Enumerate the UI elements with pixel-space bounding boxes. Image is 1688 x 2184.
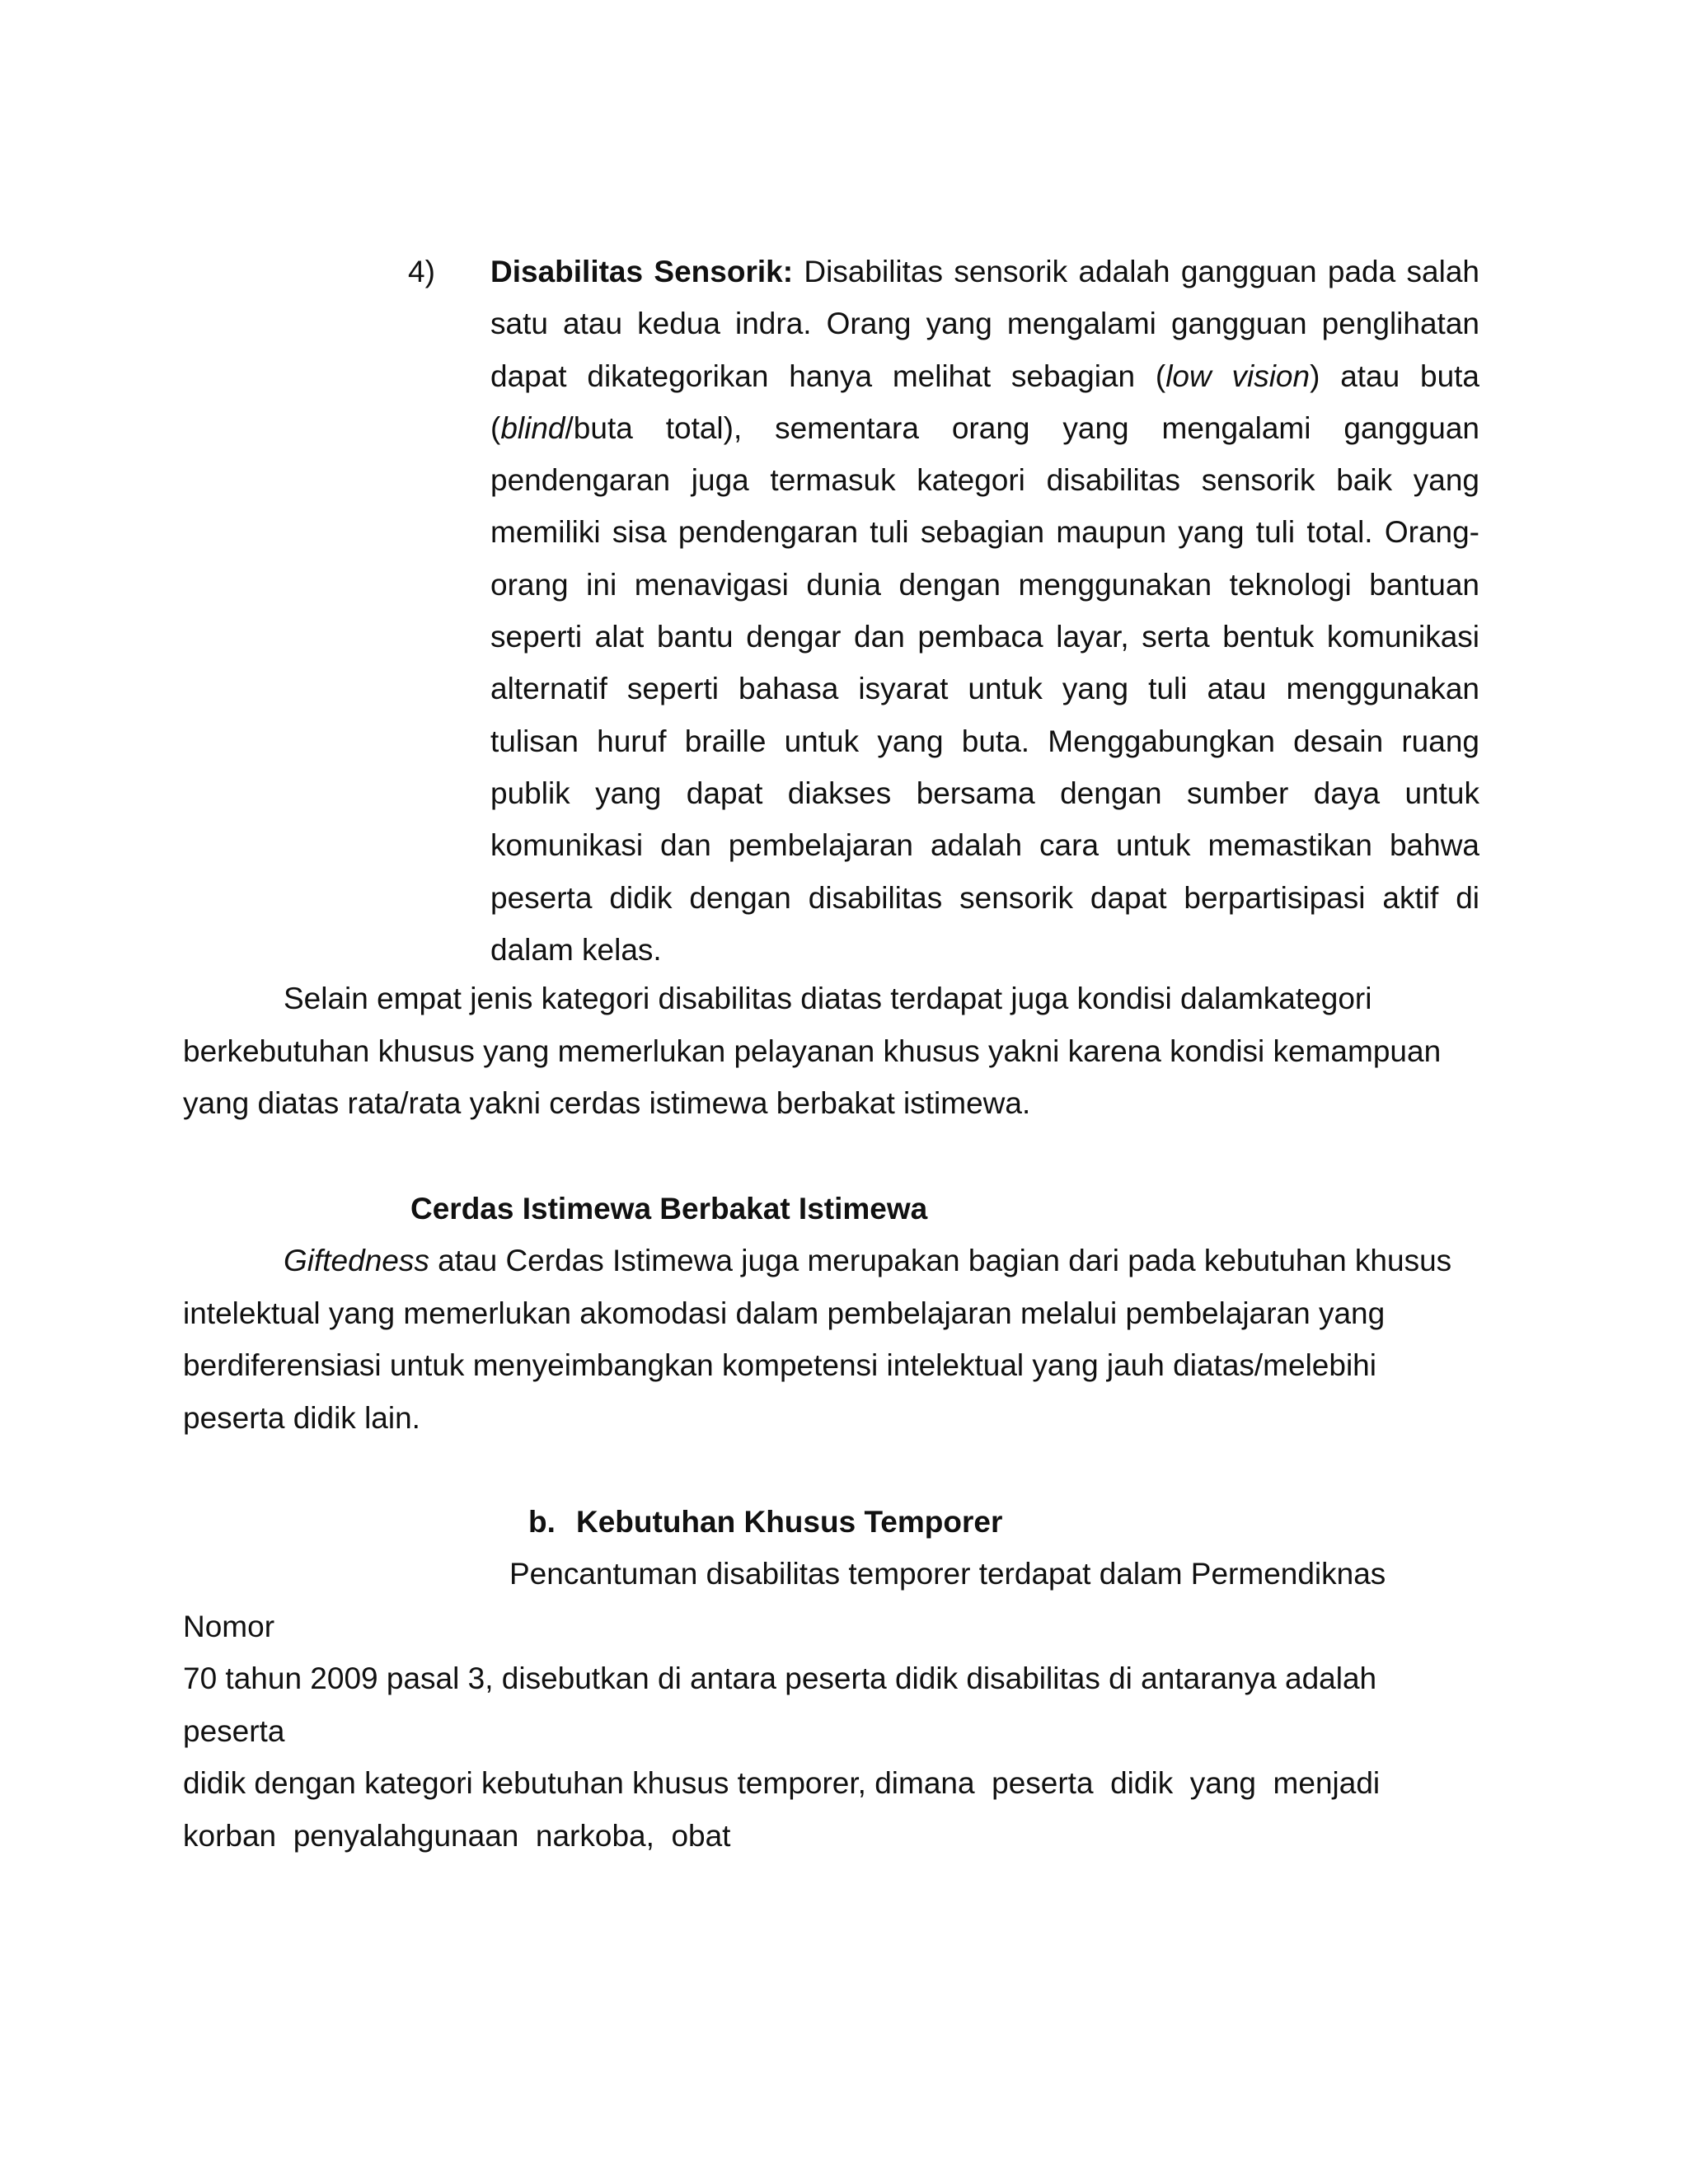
italic-term-low-vision: low vision <box>1165 359 1311 393</box>
italic-term-blind: blind <box>500 410 565 445</box>
text-segment: ) atau buta ( <box>490 359 1480 445</box>
paragraph-line: korban penyalahgunaan narkoba, obat <box>183 1818 731 1853</box>
text-segment: Disabilitas sensorik adalah gangguan pada salah satu atau kedua indra. Orang yang mengalami gangguan penglihatan dapat dikategorikan hanya melihat sebagian ( <box>490 255 1480 393</box>
list-number: 4) <box>408 255 435 288</box>
paragraph-line: intelektual yang memerlukan akomodasi dalam pembelajaran melalui pembelajaran yang <box>183 1296 1386 1330</box>
paragraph-line: 70 tahun 2009 pasal 3, disebutkan di antara peserta didik disabilitas di antaranya adalah peserta <box>183 1661 1377 1748</box>
paragraph-line: Selain empat jenis kategori disabilitas diatas terdapat juga kondisi dalamkategori <box>284 982 1372 1015</box>
paragraph-giftedness <box>183 1235 1485 1444</box>
section-heading-temporer <box>528 1496 1002 1548</box>
paragraph-pencantuman <box>183 1548 1485 1862</box>
paragraph-line: yang diatas rata/rata yakni cerdas istimewa berbakat istimewa. <box>183 1086 1031 1120</box>
paragraph-selain <box>183 972 1485 1130</box>
list-item-text <box>490 246 1479 976</box>
paragraph-line: Giftedness atau Cerdas Istimewa juga merupakan bagian dari pada kebutuhan khusus <box>284 1244 1452 1277</box>
italic-term-giftedness: Giftedness <box>284 1244 429 1277</box>
text-segment: /buta total), sementara orang yang mengalami gangguan pendengaran juga termasuk kategori disabilitas sensorik baik yang memiliki sisa pendengaran tuli sebagian maupun yang tuli total. Orang-orang ini menavigasi dunia dengan menggunakan teknologi bantuan seperti alat bantu dengar dan pembaca layar, serta bentuk komunikasi alternatif seperti bahasa isyarat untuk yang tuli atau menggunakan tulisan huruf braille untuk yang buta. Menggabungkan desain ruang publik yang dapat diakses bersama dengan sumber daya untuk komunikasi dan pembelajaran adalah cara untuk memastikan bahwa peserta didik dengan disabilitas sensorik dapat berpartisipasi aktif di dalam kelas. <box>490 410 1479 967</box>
paragraph-line: peserta didik lain. <box>183 1400 420 1435</box>
section-letter: b. <box>528 1505 556 1539</box>
section-heading-cibi: Cerdas Istimewa Berbakat Istimewa <box>410 1192 928 1226</box>
section-title: Kebutuhan Khusus Temporer <box>576 1505 1003 1539</box>
paragraph-line: Pencantuman disabilitas temporer terdapat dalam Permendiknas Nomor <box>183 1557 1386 1643</box>
paragraph-line: berdiferensiasi untuk menyeimbangkan kompetensi intelektual yang jauh diatas/melebihi <box>183 1348 1376 1382</box>
paragraph-line: didik dengan kategori kebutuhan khusus temporer, dimana peserta didik yang menjadi <box>183 1766 1381 1800</box>
paragraph-line: berkebutuhan khusus yang memerlukan pelayanan khusus yakni karena kondisi kemampuan <box>183 1033 1442 1068</box>
list-item-sensorik <box>408 246 1479 976</box>
term-label: Disabilitas Sensorik: <box>490 255 794 288</box>
